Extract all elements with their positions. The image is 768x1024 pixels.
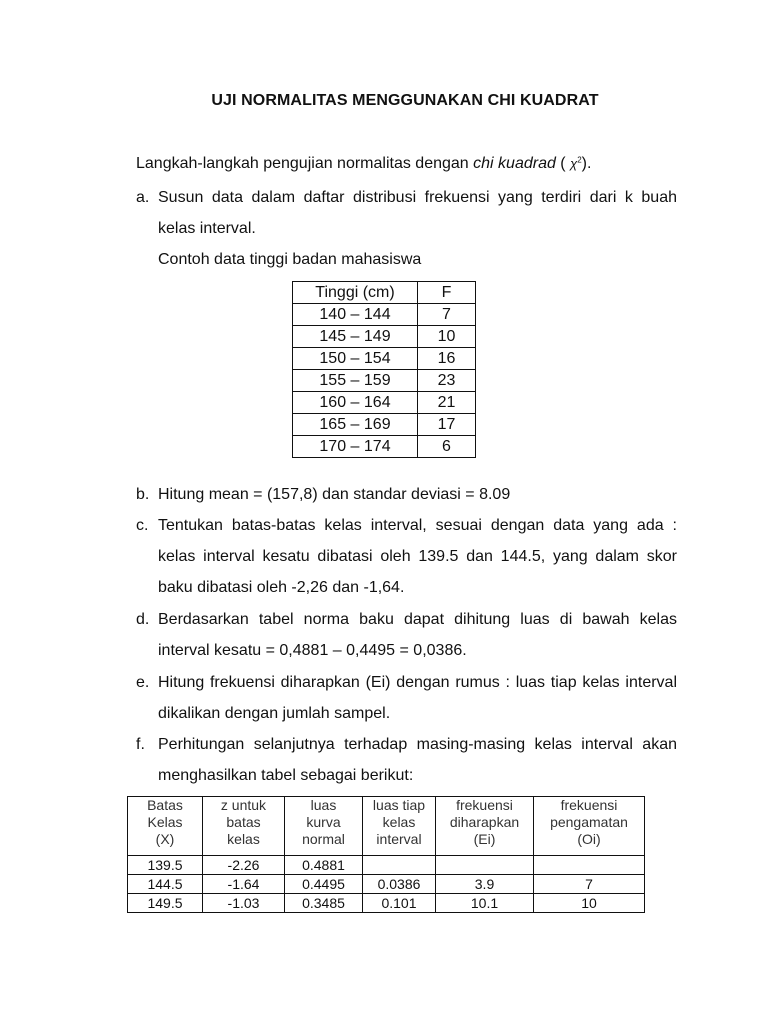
- header-frekuensi-diharapkan: [436, 797, 534, 856]
- table-row: [293, 370, 476, 392]
- table-row: [293, 348, 476, 370]
- step-f-text: Perhitungan selanjutnya terhadap masing-masing kelas interval akan menghasilkan tabel sebagai berikut:: [158, 736, 677, 784]
- cell: [436, 856, 534, 875]
- table-row: [293, 304, 476, 326]
- header-line: luas tiap: [372, 797, 426, 813]
- step-d: [136, 604, 677, 666]
- intro-open: (: [555, 155, 571, 172]
- cell: 140 – 144: [293, 304, 418, 326]
- header-line: interval: [376, 831, 422, 847]
- intro-lead: Langkah-langkah pengujian normalitas dengan: [136, 155, 474, 172]
- cell: 7: [534, 875, 645, 894]
- document-title: UJI NORMALITAS MENGGUNAKAN CHI KUADRAT: [211, 92, 599, 109]
- header-height: Tinggi (cm): [293, 282, 418, 304]
- header-line: kelas: [382, 814, 416, 830]
- cell: 23: [418, 370, 476, 392]
- cell: [363, 856, 436, 875]
- table-row: [293, 326, 476, 348]
- cell: 139.5: [128, 856, 203, 875]
- cell: 0.0386: [363, 875, 436, 894]
- step-d-marker: d.: [136, 611, 150, 628]
- step-b-text: Hitung mean = (157,8) dan standar deviasi = 8.09: [158, 486, 511, 503]
- header-z-untuk-batas-kelas: [203, 797, 285, 856]
- step-a: [136, 182, 677, 244]
- header-line: kelas: [227, 831, 260, 847]
- step-e-marker: e.: [136, 674, 150, 691]
- cell: 150 – 154: [293, 348, 418, 370]
- step-c: [136, 510, 677, 603]
- header-batas-kelas: [128, 797, 203, 856]
- intro-text: [136, 155, 591, 173]
- cell: 165 – 169: [293, 414, 418, 436]
- chi-letter: χ: [570, 156, 578, 171]
- cell: -1.64: [203, 875, 285, 894]
- step-b-marker: b.: [136, 486, 150, 503]
- cell: 7: [418, 304, 476, 326]
- header-line: normal: [302, 831, 345, 847]
- example-caption: Contoh data tinggi badan mahasiswa: [158, 251, 422, 268]
- cell: 145 – 149: [293, 326, 418, 348]
- header-line: batas: [226, 814, 261, 830]
- header-line: (Ei): [473, 831, 496, 847]
- cell: 0.3485: [285, 894, 363, 913]
- step-d-text: Berdasarkan tabel norma baku dapat dihitung luas di bawah kelas interval kesatu = 0,4881 – 0,4495 = 0,0386.: [158, 611, 677, 659]
- cell: [534, 856, 645, 875]
- table-row: [128, 894, 645, 913]
- cell: 17: [418, 414, 476, 436]
- cell: 144.5: [128, 875, 203, 894]
- cell: 0.4881: [285, 856, 363, 875]
- step-b: [136, 479, 677, 510]
- cell: 3.9: [436, 875, 534, 894]
- cell: -1.03: [203, 894, 285, 913]
- step-c-text: Tentukan batas-batas kelas interval, sesuai dengan data yang ada : kelas interval kesatu dibatasi oleh 139.5 dan 144.5, yang dalam skor baku dibatasi oleh -2,26 dan -1,64.: [158, 517, 677, 596]
- table-row: [128, 856, 645, 875]
- chi-symbol: [570, 156, 582, 171]
- chi-superscript: 2: [577, 155, 582, 165]
- cell: 0.4495: [285, 875, 363, 894]
- cell: 0.101: [363, 894, 436, 913]
- cell: 170 – 174: [293, 436, 418, 458]
- header-luas-kurva-normal: [285, 797, 363, 856]
- cell: 149.5: [128, 894, 203, 913]
- step-e: [136, 667, 677, 729]
- cell: -2.26: [203, 856, 285, 875]
- header-line: (X): [155, 831, 175, 847]
- table-row: [128, 875, 645, 894]
- table-header-row: [128, 797, 645, 856]
- header-frequency: F: [418, 282, 476, 304]
- step-f-marker: f.: [136, 736, 145, 753]
- step-a-marker: a.: [136, 189, 150, 206]
- height-frequency-table: [292, 281, 476, 458]
- step-e-text: Hitung frekuensi diharapkan (Ei) dengan rumus : luas tiap kelas interval dikalikan dengan jumlah sampel.: [158, 674, 677, 722]
- cell: 160 – 164: [293, 392, 418, 414]
- header-frekuensi-pengamatan: [534, 797, 645, 856]
- header-line: z untuk: [220, 797, 267, 813]
- table-row: [293, 414, 476, 436]
- header-line: Kelas: [147, 814, 183, 830]
- table-row: [293, 392, 476, 414]
- step-a-text: Susun data dalam daftar distribusi frekuensi yang terdiri dari k buah kelas interval.: [158, 189, 677, 237]
- cell: 10: [534, 894, 645, 913]
- header-line: pengamatan: [550, 814, 628, 830]
- step-c-marker: c.: [136, 517, 149, 534]
- cell: 155 – 159: [293, 370, 418, 392]
- cell: 21: [418, 392, 476, 414]
- cell: 10: [418, 326, 476, 348]
- header-line: kurva: [306, 814, 341, 830]
- header-line: Batas: [147, 797, 183, 813]
- intro-italic: chi kuadrad: [473, 155, 556, 172]
- cell: 6: [418, 436, 476, 458]
- header-line: (Oi): [577, 831, 601, 847]
- cell: 16: [418, 348, 476, 370]
- table-row: [293, 436, 476, 458]
- intro-close: ).: [581, 155, 592, 172]
- cell: 10.1: [436, 894, 534, 913]
- header-line: frekuensi: [456, 797, 513, 813]
- table-header-row: [293, 282, 476, 304]
- step-f: [136, 729, 677, 791]
- header-line: diharapkan: [449, 814, 520, 830]
- chi-square-table: [127, 796, 645, 913]
- header-line: frekuensi: [560, 797, 618, 813]
- header-luas-tiap-kelas-interval: [363, 797, 436, 856]
- header-line: luas: [310, 797, 337, 813]
